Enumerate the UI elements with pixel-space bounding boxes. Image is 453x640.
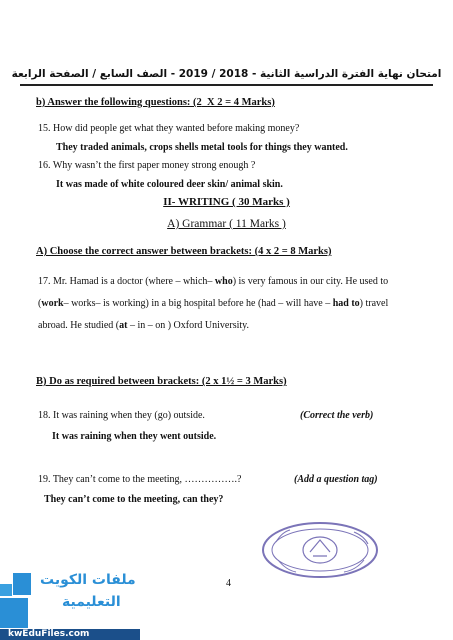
- para-text-1: 17. Mr. Hamad is a doctor (where – which–: [38, 276, 215, 287]
- question-15: 15. How did people get what they wanted before making money?: [38, 123, 300, 134]
- logo-text-line1: ملفات الكويت: [40, 572, 136, 588]
- para-text-2: ) is very famous in our city. He used to (: [38, 276, 389, 309]
- answer-15: They traded animals, crops shells metal tools for things they wanted.: [56, 142, 348, 153]
- question-18: 18. It was raining when they (go) outside.: [38, 410, 205, 421]
- question-19: 19. They can’t come to the meeting, …………….?: [38, 474, 242, 485]
- grammar-paragraph: [38, 271, 416, 337]
- header-divider: [20, 84, 433, 86]
- section-b-heading-part1: b) Answer the following questions: (2: [36, 97, 202, 108]
- answer-16: It was made of white coloured deer skin/ animal skin.: [56, 179, 283, 190]
- para-answer-at: at: [119, 320, 128, 331]
- question-19-instruction: (Add a question tag): [294, 474, 378, 485]
- para-answer-who: who: [214, 276, 233, 287]
- para-text-3: – works– is working) in a big hospital before he (had – will have –: [63, 298, 333, 309]
- question-18-instruction: (Correct the verb): [300, 410, 374, 421]
- grammar-title: A) Grammar ( 11 Marks ): [167, 218, 286, 230]
- exam-header: امتحان نهاية الفترة الدراسية الثانية - 2018 / 2019 - الصف السابع / الصفحة الرابعة: [11, 68, 442, 80]
- section-a-heading: A) Choose the correct answer between brackets: (4 x 2 = 8 Marks): [36, 246, 332, 257]
- writing-title: II- WRITING ( 30 Marks ): [163, 196, 290, 208]
- section-b-heading: [36, 97, 275, 108]
- logo-site-text: kwEduFiles.com: [8, 629, 90, 639]
- section-b2-heading: B) Do as required between brackets: (2 x 1½ = 3 Marks): [36, 376, 287, 387]
- answer-18: It was raining when they went outside.: [52, 431, 217, 442]
- logo-text-line2: التعليمية: [62, 594, 121, 610]
- para-text-5: – in – on ) Oxford University.: [127, 320, 249, 331]
- question-16: 16. Why wasn’t the first paper money strong enough ?: [38, 160, 256, 171]
- school-stamp: [258, 522, 386, 582]
- answer-19: They can’t come to the meeting, can they?: [44, 494, 224, 505]
- page-number: 4: [226, 578, 231, 589]
- para-text-4: ) travel abroad. He studied (: [38, 298, 389, 331]
- para-answer-work: work: [41, 298, 64, 309]
- section-b-heading-part2: X 2 = 4 Marks): [207, 97, 275, 108]
- para-answer-had-to: had to: [332, 298, 360, 309]
